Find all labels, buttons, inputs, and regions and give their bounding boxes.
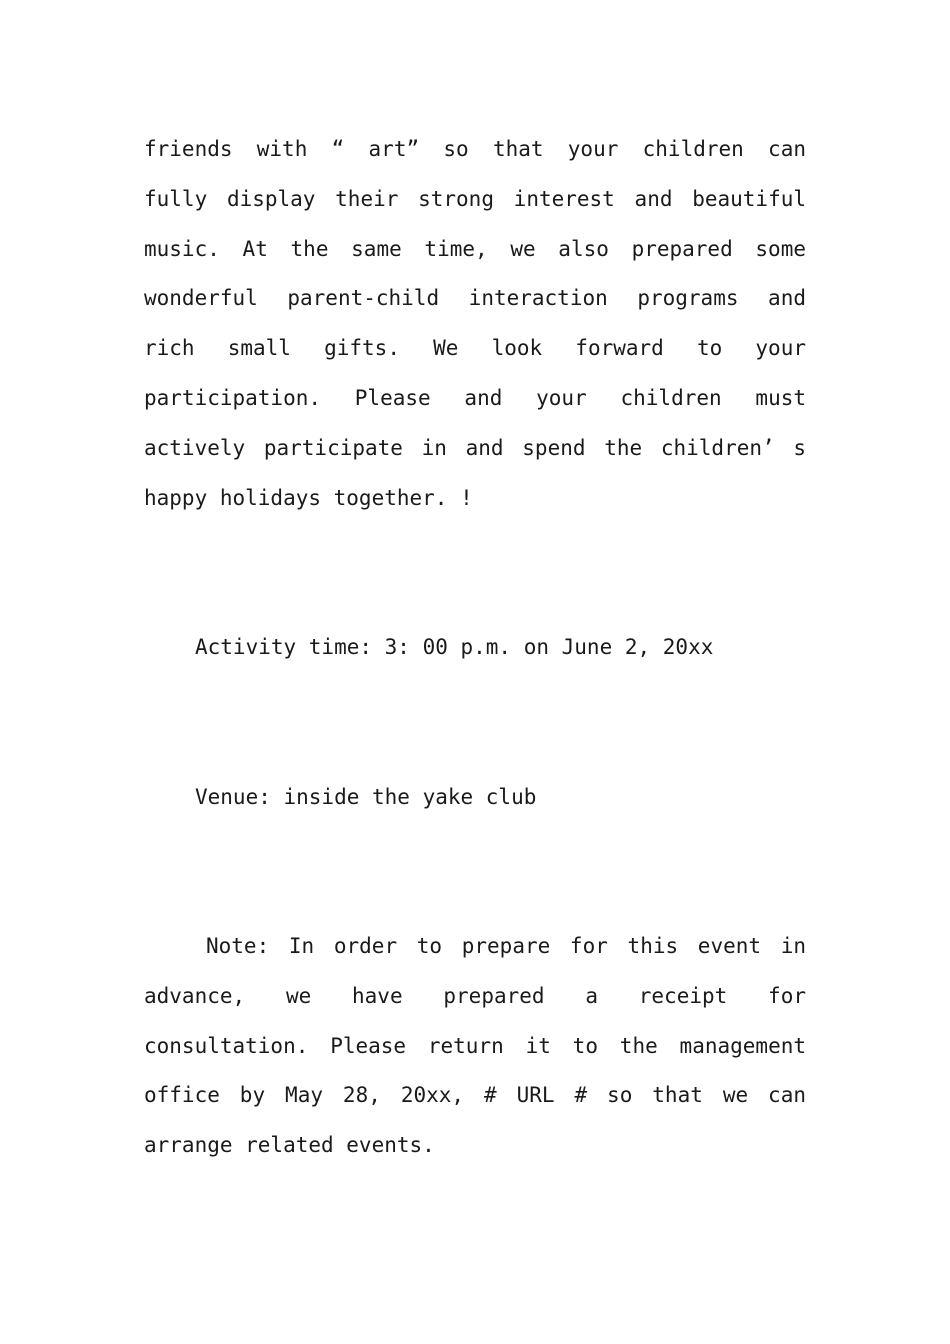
- paragraph-line: fully display their strong interest and beautiful: [144, 186, 806, 211]
- note-paragraph: [144, 922, 806, 1171]
- paragraph-line: happy holidays together. !: [144, 485, 473, 510]
- venue: Venue: inside the yake club: [195, 785, 537, 809]
- paragraph-line: participation. Please and your children must: [144, 385, 806, 410]
- paragraph-line: Note: In order to prepare for this event in: [206, 934, 806, 958]
- paragraph-line: wonderful parent-child interaction programs and: [144, 286, 806, 311]
- paragraph-line: arrange related events.: [144, 1133, 435, 1158]
- activity-time: Activity time: 3: 00 p.m. on June 2, 20xx: [195, 635, 714, 659]
- paragraph-line: music. At the same time, we also prepared some: [144, 236, 806, 261]
- paragraph-line: friends with “ art” so that your children can: [144, 137, 806, 161]
- paragraph-line: rich small gifts. We look forward to your: [144, 336, 806, 361]
- paragraph-line: advance, we have prepared a receipt for: [144, 983, 806, 1008]
- paragraph-line: consultation. Please return it to the management: [144, 1033, 806, 1058]
- paragraph-line: office by May 28, 20xx, # URL # so that we can: [144, 1083, 806, 1108]
- paragraph-line: actively participate in and spend the children’ s: [144, 435, 806, 460]
- intro-paragraph: [144, 125, 806, 523]
